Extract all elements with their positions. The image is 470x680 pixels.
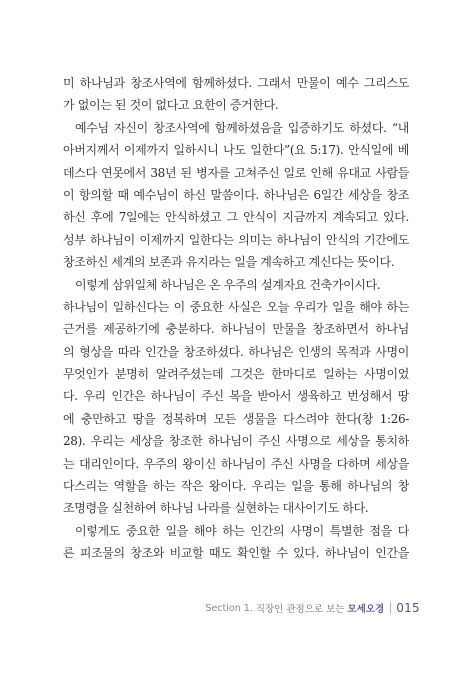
text-line: 하나님이 일하신다는 이 중요한 사실은 오늘 우리가 일을 해야 하는 — [63, 299, 409, 314]
text-line: 다. 우리 인간은 하나님이 주신 복을 받아서 생육하고 번성해서 땅 — [63, 389, 409, 404]
footer-section-label: Section 1. — [205, 602, 253, 614]
text-line: 하신 후에 7일에는 안식하셨고 그 안식이 지금까지 계속되고 있다. — [63, 210, 409, 225]
text-line: 이렇게도 중요한 일을 해야 하는 인간의 사명이 특별한 점을 다 — [75, 523, 409, 538]
text-line: 아버지께서 이제까지 일하시니 나도 일한다”(요 5:17). 안식일에 베 — [63, 143, 409, 158]
text-line: 28). 우리는 세상을 창조한 하나님이 주신 사명으로 세상을 통치하 — [63, 434, 409, 449]
text-line: 이 항의할 때 예수님이 하신 말씀이다. 하나님은 6일간 세상을 창조 — [63, 187, 409, 202]
text-line: 창조하신 세계의 보존과 유지라는 일을 계속하고 계신다는 뜻이다. — [63, 255, 395, 270]
text-line: 근거를 제공하기에 충분하다. 하나님이 만물을 창조하면서 하나님 — [63, 322, 409, 337]
text-line: 른 피조물의 창조와 비교할 때도 확인할 수 있다. 하나님이 인간을 — [63, 546, 409, 561]
page-number: 015 — [396, 601, 420, 615]
text-line: 성부 하나님이 이제까지 일한다는 의미는 하나님이 안식의 기간에도 — [63, 232, 409, 247]
text-line: 무엇인가 분명히 알려주셨는데 그것은 한마디로 일하는 사명이었 — [63, 367, 409, 382]
text-line: 이렇게 삼위일체 하나님은 온 우주의 설계자요 건축가이시다. — [75, 277, 381, 292]
body-text — [63, 72, 409, 565]
text-line: 의 형상을 따라 인간을 창조하셨다. 하나님은 인생의 목적과 사명이 — [63, 344, 409, 359]
footer-divider — [390, 602, 391, 614]
text-line: 예수님 자신이 창조사역에 함께하셨음을 입증하기도 하셨다. “내 — [75, 120, 409, 135]
text-line: 가 없이는 된 것이 없다고 요한이 증거한다. — [63, 98, 279, 113]
text-line: 는 대리인이다. 우주의 왕이신 하나님이 주신 사명을 다하며 세상을 — [63, 456, 409, 471]
text-line: 조명령을 실천하여 하나님 나라를 실현하는 대사이기도 하다. — [63, 501, 369, 516]
text-line: 다스리는 역할을 하는 작은 왕이다. 우리는 일을 통해 하나님의 창 — [63, 479, 409, 494]
text-line: 미 하나님과 창조사역에 함께하셨다. 그래서 만물이 예수 그리스도 — [63, 76, 409, 90]
footer-book-title: 모세오경 — [347, 604, 385, 615]
running-footer — [200, 596, 420, 620]
text-line: 데스다 연못에서 38년 된 병자를 고쳐주신 일로 인해 유대교 사람들 — [63, 165, 409, 180]
footer-subtitle: 직장인 관점으로 보는 — [255, 604, 345, 615]
text-line: 에 충만하고 땅을 정복하며 모든 생물을 다스려야 한다(창 1:26- — [63, 411, 409, 426]
